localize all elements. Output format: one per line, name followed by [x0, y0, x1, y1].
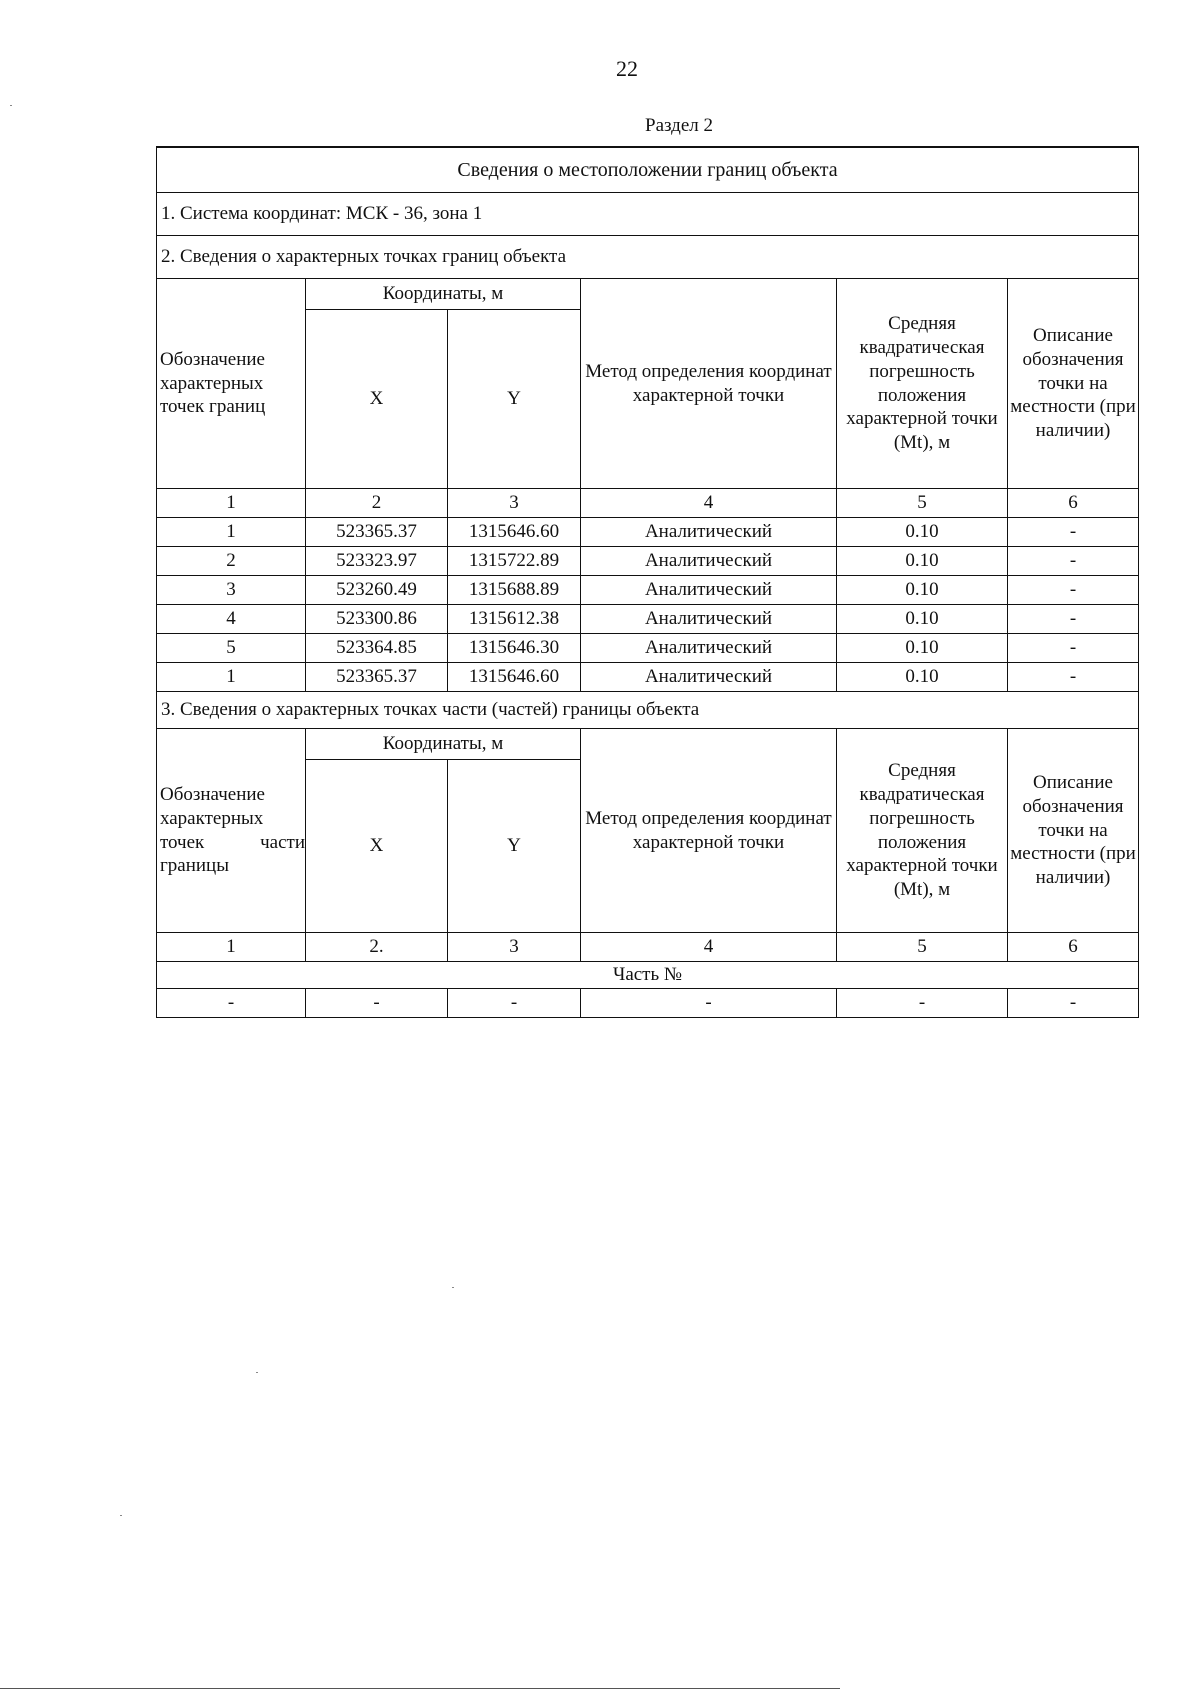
description-value: - [1008, 634, 1139, 663]
column-number: 4 [581, 489, 837, 518]
method-value: Аналитический [581, 518, 837, 547]
table-row [157, 547, 1139, 576]
column-number: 6 [1008, 489, 1139, 518]
scan-speck [452, 1287, 454, 1288]
page-number: 22 [616, 56, 638, 81]
x-value: 523300.86 [306, 605, 448, 634]
point-number: - [157, 989, 306, 1018]
error-value: 0.10 [837, 576, 1008, 605]
x-value: 523323.97 [306, 547, 448, 576]
x-value: - [306, 989, 448, 1018]
table-row [157, 989, 1139, 1018]
header-coordinates: Координаты, м [306, 729, 581, 760]
description-value: - [1008, 663, 1139, 692]
point-number: 1 [157, 663, 306, 692]
x-value: 523365.37 [306, 518, 448, 547]
table-title: Сведения о местоположении границ объекта [157, 147, 1139, 193]
method-value: Аналитический [581, 547, 837, 576]
x-value: 523260.49 [306, 576, 448, 605]
error-value: 0.10 [837, 634, 1008, 663]
error-value: - [837, 989, 1008, 1018]
point-number: 1 [157, 518, 306, 547]
y-value: 1315646.60 [448, 518, 581, 547]
y-value: 1315688.89 [448, 576, 581, 605]
scan-speck [10, 105, 12, 106]
y-value: - [448, 989, 581, 1018]
header-method: Метод определения координат характерной точки [581, 729, 837, 933]
column-numbers-row [157, 489, 1139, 518]
column-number: 2. [306, 933, 448, 962]
column-number: 3 [448, 489, 581, 518]
y-value: 1315646.30 [448, 634, 581, 663]
boundary-table [156, 146, 1139, 1018]
column-number: 4 [581, 933, 837, 962]
scan-speck [256, 1372, 258, 1373]
coord-system: 1. Система координат: МСК - 36, зона 1 [157, 193, 1139, 236]
point-number: 2 [157, 547, 306, 576]
error-value: 0.10 [837, 605, 1008, 634]
scan-edge-line [0, 1688, 840, 1689]
table-row [157, 576, 1139, 605]
header-x: X [306, 310, 448, 489]
header-error: Средняя квадратическая погрешность положения характерной точки (Mt), м [837, 729, 1008, 933]
header-y: Y [448, 310, 581, 489]
column-number: 5 [837, 933, 1008, 962]
section2-title: 2. Сведения о характерных точках границ объекта [157, 236, 1139, 279]
table-row [157, 634, 1139, 663]
section3-title: 3. Сведения о характерных точках части (частей) границы объекта [157, 692, 1139, 729]
column-number: 1 [157, 933, 306, 962]
y-value: 1315646.60 [448, 663, 581, 692]
method-value: Аналитический [581, 634, 837, 663]
point-number: 4 [157, 605, 306, 634]
y-value: 1315612.38 [448, 605, 581, 634]
method-value: Аналитический [581, 576, 837, 605]
header-x: X [306, 760, 448, 933]
column-number: 1 [157, 489, 306, 518]
header-designation: Обозначение характерных точек части границы [157, 729, 306, 933]
y-value: 1315722.89 [448, 547, 581, 576]
header-y: Y [448, 760, 581, 933]
x-value: 523365.37 [306, 663, 448, 692]
table-row [157, 518, 1139, 547]
description-value: - [1008, 605, 1139, 634]
error-value: 0.10 [837, 547, 1008, 576]
header-method: Метод определения координат характерной точки [581, 279, 837, 489]
header-coordinates: Координаты, м [306, 279, 581, 310]
description-value: - [1008, 989, 1139, 1018]
header-description: Описание обозначения точки на местности (при наличии) [1008, 279, 1139, 489]
description-value: - [1008, 576, 1139, 605]
column-number: 3 [448, 933, 581, 962]
table-row [157, 663, 1139, 692]
scan-speck [120, 1515, 122, 1516]
x-value: 523364.85 [306, 634, 448, 663]
column-numbers-row [157, 933, 1139, 962]
part-label: Часть № [157, 962, 1139, 989]
table-row [157, 605, 1139, 634]
description-value: - [1008, 518, 1139, 547]
error-value: 0.10 [837, 518, 1008, 547]
method-value: - [581, 989, 837, 1018]
column-number: 2 [306, 489, 448, 518]
error-value: 0.10 [837, 663, 1008, 692]
point-number: 3 [157, 576, 306, 605]
point-number: 5 [157, 634, 306, 663]
header-error: Средняя квадратическая погрешность положения характерной точки (Mt), м [837, 279, 1008, 489]
description-value: - [1008, 547, 1139, 576]
method-value: Аналитический [581, 605, 837, 634]
method-value: Аналитический [581, 663, 837, 692]
column-number: 5 [837, 489, 1008, 518]
header-designation: Обозначение характерных точек границ [157, 279, 306, 489]
section-label: Раздел 2 [645, 115, 713, 136]
header-description: Описание обозначения точки на местности (при наличии) [1008, 729, 1139, 933]
column-number: 6 [1008, 933, 1139, 962]
